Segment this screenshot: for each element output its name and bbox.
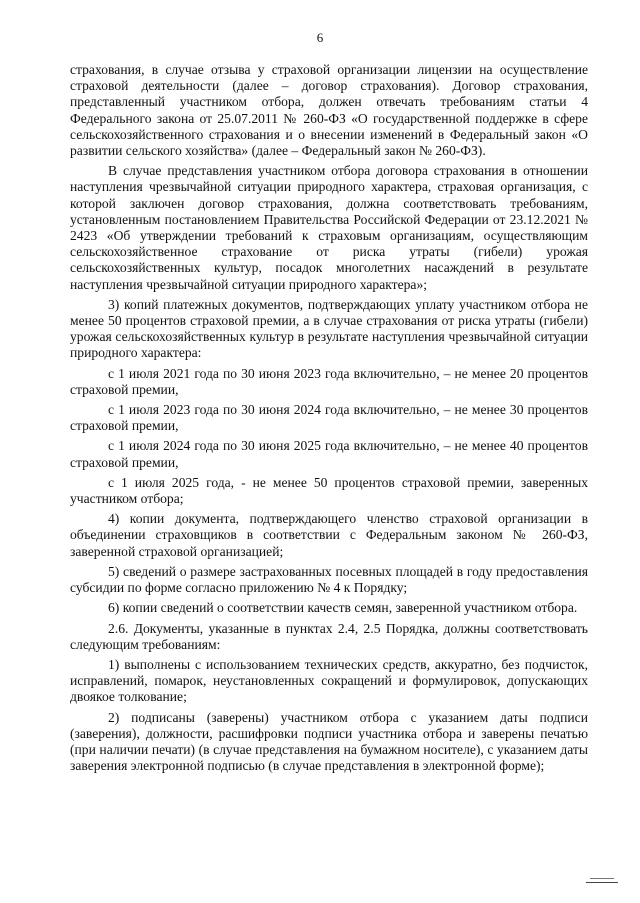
page-number: 6: [316, 30, 324, 45]
paragraph: 4) копии документа, подтверждающего членство страховой организации в объединении страховщиков в соответствии с Федеральным законом № 260-ФЗ, заверенной страховой организацией;: [70, 511, 588, 559]
paragraph: 2.6. Документы, указанные в пунктах 2.4, 2.5 Порядка, должны соответствовать следующим требованиям:: [70, 620, 588, 652]
footer-mark: [586, 882, 618, 883]
document-body: [70, 62, 588, 778]
paragraph: 1) выполнены с использованием технических средств, аккуратно, без подчисток, исправлений, помарок, неустановленных сокращений и формулировок, допускающих двоякое толкование;: [70, 656, 588, 705]
paragraph: В случае представления участником отбора договора страхования в отношении наступления чрезвычайной ситуации природного характера, страховая организация, с которой заключен договор страхования, должна соответствовать требованиям, установленным постановлением Правительства Российской Федерации от 23.12.2021 № 2423 «Об утверждении требований к страховым организациям, осуществляющим сельскохозяйственное страхование от риска утраты (гибели) урожая сельскохозяйственных культур, посадок многолетних насаждений в результате наступления чрезвычайной ситуации природного характера»;: [70, 163, 588, 292]
paragraph: с 1 июля 2025 года, - не менее 50 процентов страховой премии, заверенных участником отбора;: [70, 474, 588, 507]
paragraph: с 1 июля 2024 года по 30 июня 2025 года включительно, – не менее 40 процентов страховой премии,: [70, 438, 588, 470]
paragraph: 3) копий платежных документов, подтверждающих уплату участником отбора не менее 50 процентов страховой премии, а в случае страхования от риска утраты (гибели) урожая сельскохозяйственных культур в результате наступления чрезвычайной ситуации природного характера:: [70, 296, 588, 361]
paragraph: 2) подписаны (заверены) участником отбора с указанием даты подписи (заверения), должности, расшифровки подписи участника отбора и заверены печатью (при наличии печати) (в случае представления на бумажном носителе), с указанием даты заверения электронной подписью (в случае представления в электронной форме);: [70, 709, 588, 774]
paragraph: с 1 июля 2023 года по 30 июня 2024 года включительно, – не менее 30 процентов страховой премии,: [70, 402, 588, 434]
paragraph: 6) копии сведений о соответствии качеств семян, заверенной участником отбора.: [108, 600, 578, 616]
paragraph: с 1 июля 2021 года по 30 июня 2023 года включительно, – не менее 20 процентов страховой премии,: [70, 365, 588, 397]
paragraph: страхования, в случае отзыва у страховой организации лицензии на осуществление страховой деятельности (далее – договор страхования). Договор страхования, представленный участником отбора, должен отвечать требованиям статьи 4 Федерального закона от 25.07.2011 № 260-ФЗ «О государственной поддержке в сфере сельскохозяйственного страхования и о внесении изменений в Федеральный закон «О развитии сельского хозяйства» (далее – Федеральный закон № 260-ФЗ).: [70, 62, 588, 159]
paragraph: 5) сведений о размере застрахованных посевных площадей в году предоставления субсидии по форме согласно приложению № 4 к Порядку;: [70, 563, 588, 596]
